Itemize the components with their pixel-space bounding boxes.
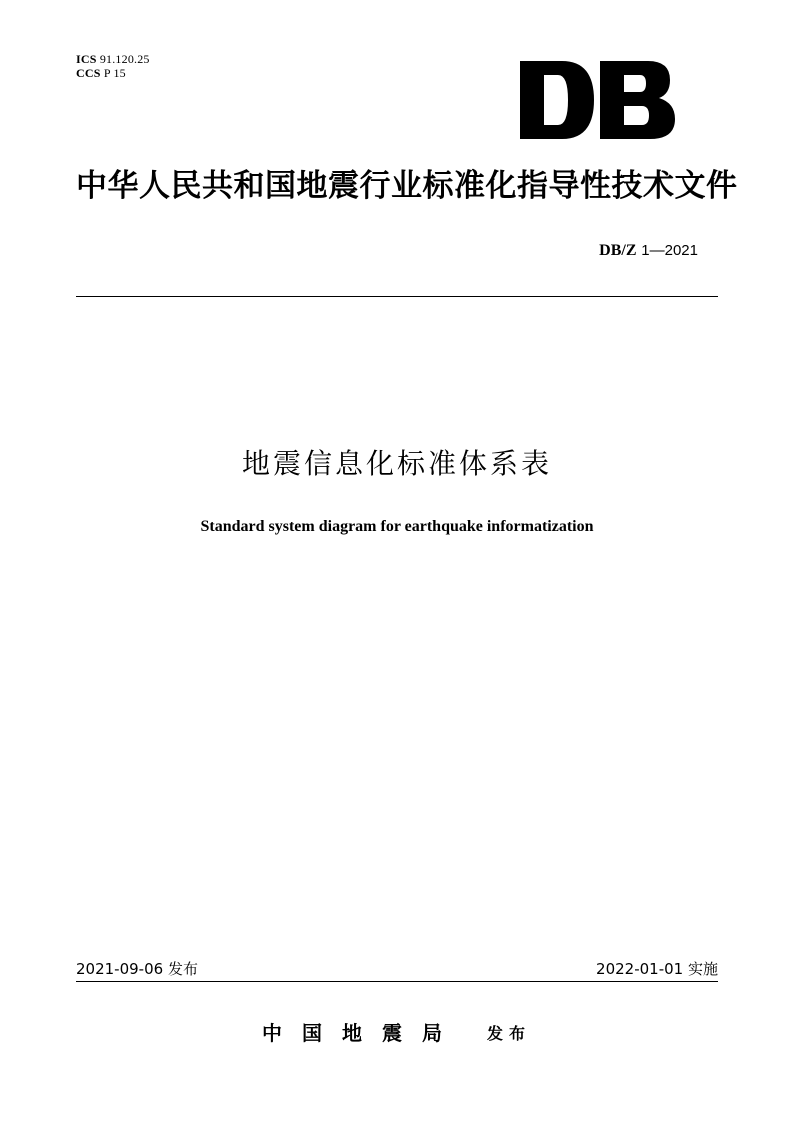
db-logo-letter-d	[520, 61, 594, 139]
header-divider	[76, 296, 718, 297]
db-logo-letter-b	[600, 61, 675, 139]
publisher-name: 中国地震局	[262, 1021, 462, 1045]
ics-classification	[76, 52, 150, 66]
implementation-date: 2022-01-01 实施	[596, 960, 718, 978]
footer-divider	[76, 981, 718, 982]
ics-code: 91.120.25	[99, 52, 150, 66]
publish-label: 发布	[487, 1024, 532, 1043]
title-english: Standard system diagram for earthquake informatization	[200, 518, 594, 535]
ics-label: ICS	[76, 52, 97, 66]
document-type-title: 中华人民共和国地震行业标准化指导性技术文件	[76, 168, 738, 204]
ccs-label: CCS	[76, 66, 101, 80]
standard-code-prefix: DB/Z	[599, 242, 637, 259]
ccs-classification	[76, 66, 126, 80]
issue-date: 2021-09-06 发布	[76, 960, 198, 978]
standard-code-number: 1—2021	[641, 242, 698, 259]
title-chinese: 地震信息化标准体系表	[241, 447, 552, 480]
db-logo	[520, 61, 675, 139]
ccs-code: P 15	[103, 66, 126, 80]
standard-code	[599, 241, 698, 260]
